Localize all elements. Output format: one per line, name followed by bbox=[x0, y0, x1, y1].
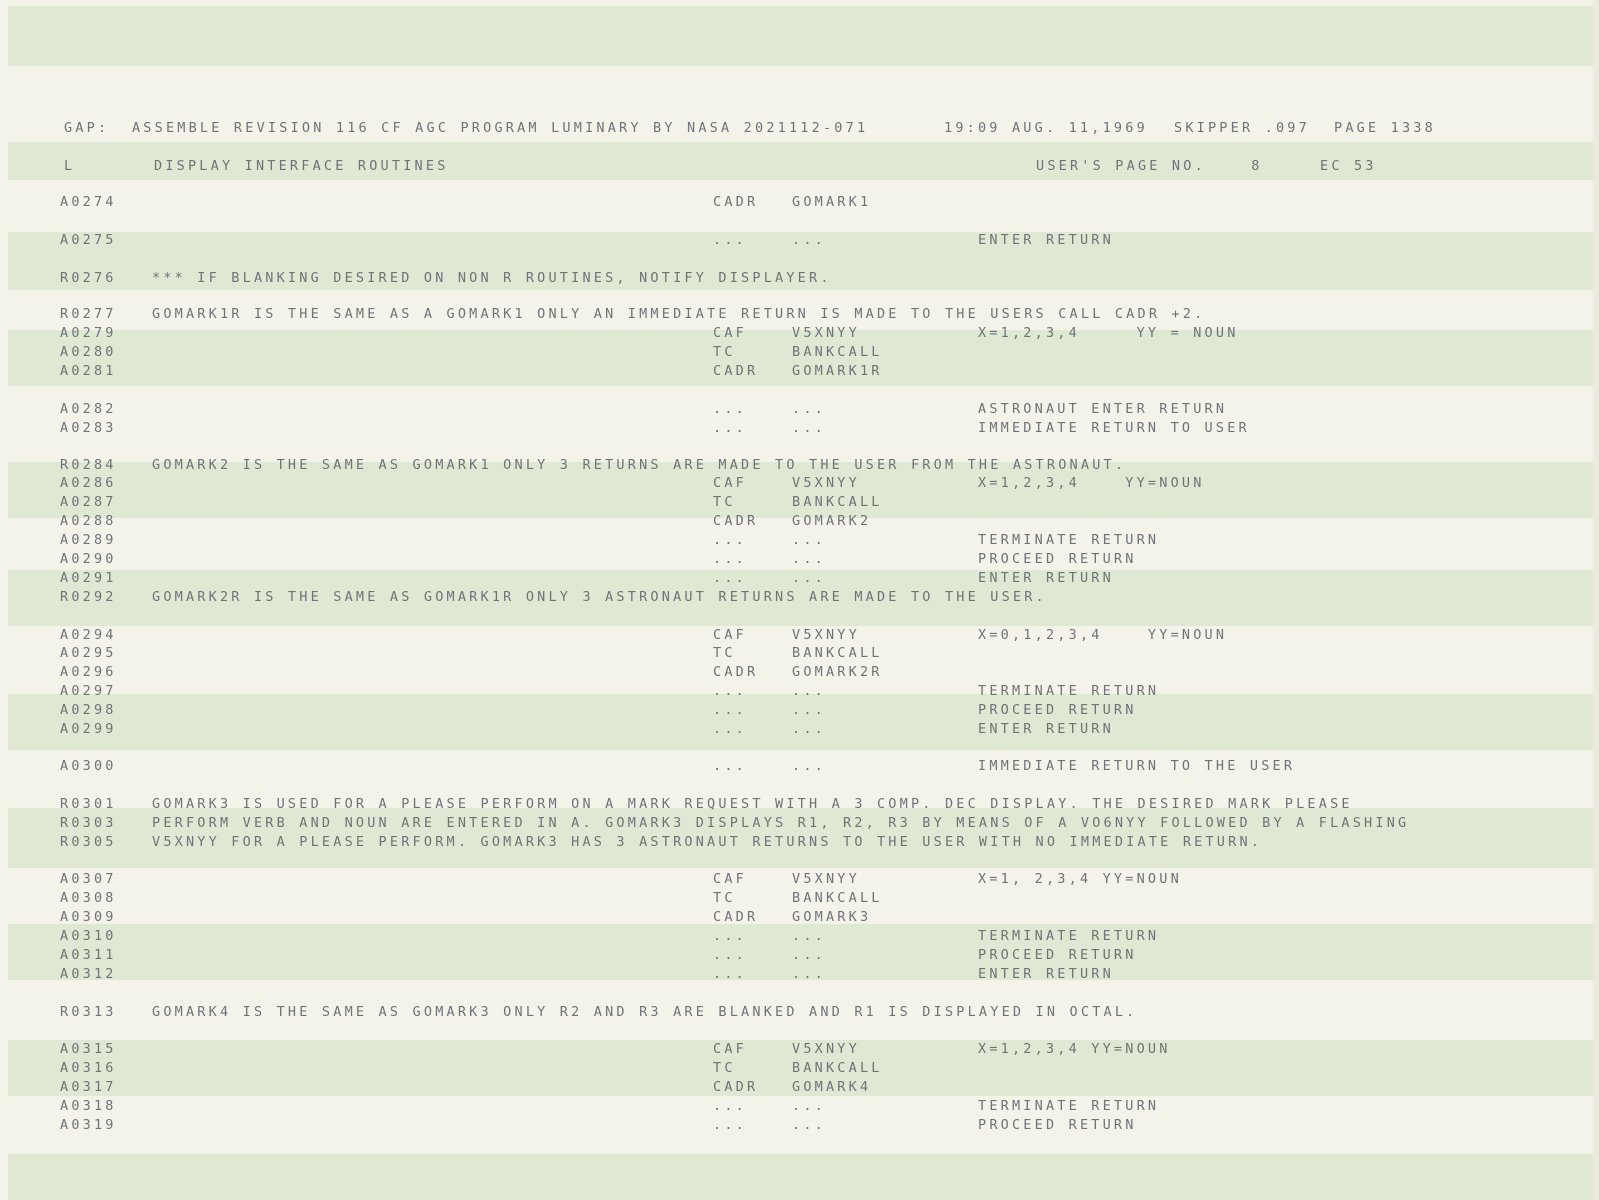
operand: GOMARK3 bbox=[792, 909, 872, 925]
line-label: R0301 bbox=[60, 796, 117, 812]
operand: ... bbox=[792, 401, 826, 417]
line-comment: X=1,2,3,4 YY=NOUN bbox=[978, 1041, 1171, 1057]
greenbar-stripe bbox=[8, 6, 1599, 66]
opcode: TC bbox=[713, 494, 736, 510]
opcode: ... bbox=[713, 947, 747, 963]
greenbar-stripe bbox=[8, 1154, 1599, 1200]
page-edge bbox=[1593, 0, 1599, 1200]
line-label: R0313 bbox=[60, 1004, 117, 1020]
opcode: ... bbox=[713, 532, 747, 548]
operand: ... bbox=[792, 683, 826, 699]
line-label: A0282 bbox=[60, 401, 117, 417]
line-label: R0305 bbox=[60, 834, 117, 850]
line-label: R0284 bbox=[60, 457, 117, 473]
line-comment: X=1, 2,3,4 YY=NOUN bbox=[978, 871, 1182, 887]
operand: BANKCALL bbox=[792, 890, 883, 906]
line-label: A0315 bbox=[60, 1041, 117, 1057]
opcode: ... bbox=[713, 570, 747, 586]
line-label: A0281 bbox=[60, 363, 117, 379]
opcode: TC bbox=[713, 344, 736, 360]
comment-text: GOMARK2 IS THE SAME AS GOMARK1 ONLY 3 RETURNS ARE MADE TO THE USER FROM THE ASTRONAUT. bbox=[152, 457, 1127, 473]
operand: GOMARK2R bbox=[792, 664, 883, 680]
line-label: A0288 bbox=[60, 513, 117, 529]
line-label: A0300 bbox=[60, 758, 117, 774]
comment-text: GOMARK1R IS THE SAME AS A GOMARK1 ONLY AN IMMEDIATE RETURN IS MADE TO THE USERS CALL CADR +2. bbox=[152, 306, 1206, 322]
opcode: ... bbox=[713, 420, 747, 436]
header-skipper: SKIPPER .097 bbox=[1174, 120, 1310, 136]
line-label: A0296 bbox=[60, 664, 117, 680]
operand: ... bbox=[792, 702, 826, 718]
operand: V5XNYY bbox=[792, 871, 860, 887]
operand: V5XNYY bbox=[792, 1041, 860, 1057]
line-label: R0303 bbox=[60, 815, 117, 831]
line-label: A0286 bbox=[60, 475, 117, 491]
line-label: A0289 bbox=[60, 532, 117, 548]
line-label: A0297 bbox=[60, 683, 117, 699]
line-label: A0310 bbox=[60, 928, 117, 944]
opcode: TC bbox=[713, 890, 736, 906]
operand: ... bbox=[792, 232, 826, 248]
opcode: CADR bbox=[713, 664, 759, 680]
line-comment: ENTER RETURN bbox=[978, 570, 1114, 586]
line-label: A0308 bbox=[60, 890, 117, 906]
comment-text: V5XNYY FOR A PLEASE PERFORM. GOMARK3 HAS 3 ASTRONAUT RETURNS TO THE USER WITH NO IMMEDIATE RETURN. bbox=[152, 834, 1263, 850]
opcode: ... bbox=[713, 232, 747, 248]
line-label: A0312 bbox=[60, 966, 117, 982]
opcode: ... bbox=[713, 928, 747, 944]
line-label: A0319 bbox=[60, 1117, 117, 1133]
opcode: ... bbox=[713, 966, 747, 982]
line-comment: X=1,2,3,4 YY=NOUN bbox=[978, 475, 1205, 491]
line-label: A0298 bbox=[60, 702, 117, 718]
line-comment: ENTER RETURN bbox=[978, 232, 1114, 248]
opcode: CAF bbox=[713, 871, 747, 887]
opcode: ... bbox=[713, 758, 747, 774]
line-comment: X=0,1,2,3,4 YY=NOUN bbox=[978, 627, 1228, 643]
line-label: A0275 bbox=[60, 232, 117, 248]
line-label: A0309 bbox=[60, 909, 117, 925]
header-page-number: PAGE 1338 bbox=[1334, 120, 1436, 136]
line-label: A0299 bbox=[60, 721, 117, 737]
opcode: ... bbox=[713, 702, 747, 718]
log-section-letter: L bbox=[64, 158, 76, 174]
ec-code: EC 53 bbox=[1320, 158, 1377, 174]
line-label: R0276 bbox=[60, 270, 117, 286]
line-label: R0292 bbox=[60, 589, 117, 605]
operand: ... bbox=[792, 966, 826, 982]
operand: BANKCALL bbox=[792, 1060, 883, 1076]
opcode: ... bbox=[713, 1117, 747, 1133]
users-page-number: USER'S PAGE NO. 8 bbox=[1036, 158, 1263, 174]
operand: GOMARK1 bbox=[792, 194, 872, 210]
line-label: A0317 bbox=[60, 1079, 117, 1095]
line-label: A0307 bbox=[60, 871, 117, 887]
opcode: CADR bbox=[713, 194, 759, 210]
line-comment: X=1,2,3,4 YY = NOUN bbox=[978, 325, 1239, 341]
opcode: CADR bbox=[713, 363, 759, 379]
line-comment: PROCEED RETURN bbox=[978, 1117, 1137, 1133]
section-title: DISPLAY INTERFACE ROUTINES bbox=[154, 158, 449, 174]
operand: BANKCALL bbox=[792, 645, 883, 661]
line-comment: PROCEED RETURN bbox=[978, 551, 1137, 567]
line-comment: PROCEED RETURN bbox=[978, 702, 1137, 718]
line-label: A0295 bbox=[60, 645, 117, 661]
comment-text: *** IF BLANKING DESIRED ON NON R ROUTINES, NOTIFY DISPLAYER. bbox=[152, 270, 832, 286]
operand: V5XNYY bbox=[792, 475, 860, 491]
opcode: ... bbox=[713, 551, 747, 567]
operand: GOMARK1R bbox=[792, 363, 883, 379]
line-label: A0283 bbox=[60, 420, 117, 436]
opcode: CAF bbox=[713, 1041, 747, 1057]
line-comment: TERMINATE RETURN bbox=[978, 532, 1160, 548]
line-label: A0290 bbox=[60, 551, 117, 567]
opcode: ... bbox=[713, 401, 747, 417]
opcode: CADR bbox=[713, 1079, 759, 1095]
opcode: CAF bbox=[713, 627, 747, 643]
line-comment: IMMEDIATE RETURN TO USER bbox=[978, 420, 1250, 436]
line-label: A0294 bbox=[60, 627, 117, 643]
line-label: A0316 bbox=[60, 1060, 117, 1076]
operand: V5XNYY bbox=[792, 627, 860, 643]
operand: ... bbox=[792, 928, 826, 944]
comment-text: GOMARK4 IS THE SAME AS GOMARK3 ONLY R2 AND R3 ARE BLANKED AND R1 IS DISPLAYED IN OCTAL. bbox=[152, 1004, 1138, 1020]
operand: ... bbox=[792, 420, 826, 436]
line-comment: TERMINATE RETURN bbox=[978, 1098, 1160, 1114]
opcode: ... bbox=[713, 683, 747, 699]
operand: ... bbox=[792, 758, 826, 774]
comment-text: GOMARK3 IS USED FOR A PLEASE PERFORM ON A MARK REQUEST WITH A 3 COMP. DEC DISPLAY. THE DESIRED MARK PLEASE bbox=[152, 796, 1353, 812]
comment-text: GOMARK2R IS THE SAME AS GOMARK1R ONLY 3 ASTRONAUT RETURNS ARE MADE TO THE USER. bbox=[152, 589, 1047, 605]
line-label: A0318 bbox=[60, 1098, 117, 1114]
operand: ... bbox=[792, 1098, 826, 1114]
line-comment: TERMINATE RETURN bbox=[978, 683, 1160, 699]
operand: ... bbox=[792, 551, 826, 567]
operand: BANKCALL bbox=[792, 344, 883, 360]
opcode: TC bbox=[713, 1060, 736, 1076]
line-comment: TERMINATE RETURN bbox=[978, 928, 1160, 944]
opcode: CADR bbox=[713, 909, 759, 925]
line-comment: ENTER RETURN bbox=[978, 721, 1114, 737]
line-label: A0287 bbox=[60, 494, 117, 510]
line-comment: PROCEED RETURN bbox=[978, 947, 1137, 963]
line-label: A0311 bbox=[60, 947, 117, 963]
opcode: ... bbox=[713, 1098, 747, 1114]
line-label: A0280 bbox=[60, 344, 117, 360]
line-label: A0291 bbox=[60, 570, 117, 586]
operand: ... bbox=[792, 1117, 826, 1133]
line-label: A0274 bbox=[60, 194, 117, 210]
operand: ... bbox=[792, 947, 826, 963]
operand: V5XNYY bbox=[792, 325, 860, 341]
opcode: TC bbox=[713, 645, 736, 661]
operand: ... bbox=[792, 721, 826, 737]
operand: ... bbox=[792, 570, 826, 586]
operand: ... bbox=[792, 532, 826, 548]
operand: BANKCALL bbox=[792, 494, 883, 510]
comment-text: PERFORM VERB AND NOUN ARE ENTERED IN A. GOMARK3 DISPLAYS R1, R2, R3 BY MEANS OF A VO6NYY FOLLOWED BY A FLASHING bbox=[152, 815, 1410, 831]
header-datetime: 19:09 AUG. 11,1969 bbox=[944, 120, 1148, 136]
opcode: CAF bbox=[713, 475, 747, 491]
opcode: ... bbox=[713, 721, 747, 737]
opcode: CAF bbox=[713, 325, 747, 341]
header-title: GAP: ASSEMBLE REVISION 116 CF AGC PROGRAM LUMINARY BY NASA 2021112-071 bbox=[64, 120, 869, 136]
opcode: CADR bbox=[713, 513, 759, 529]
operand: GOMARK4 bbox=[792, 1079, 872, 1095]
line-comment: ASTRONAUT ENTER RETURN bbox=[978, 401, 1228, 417]
line-label: R0277 bbox=[60, 306, 117, 322]
operand: GOMARK2 bbox=[792, 513, 872, 529]
line-comment: ENTER RETURN bbox=[978, 966, 1114, 982]
line-label: A0279 bbox=[60, 325, 117, 341]
line-comment: IMMEDIATE RETURN TO THE USER bbox=[978, 758, 1296, 774]
